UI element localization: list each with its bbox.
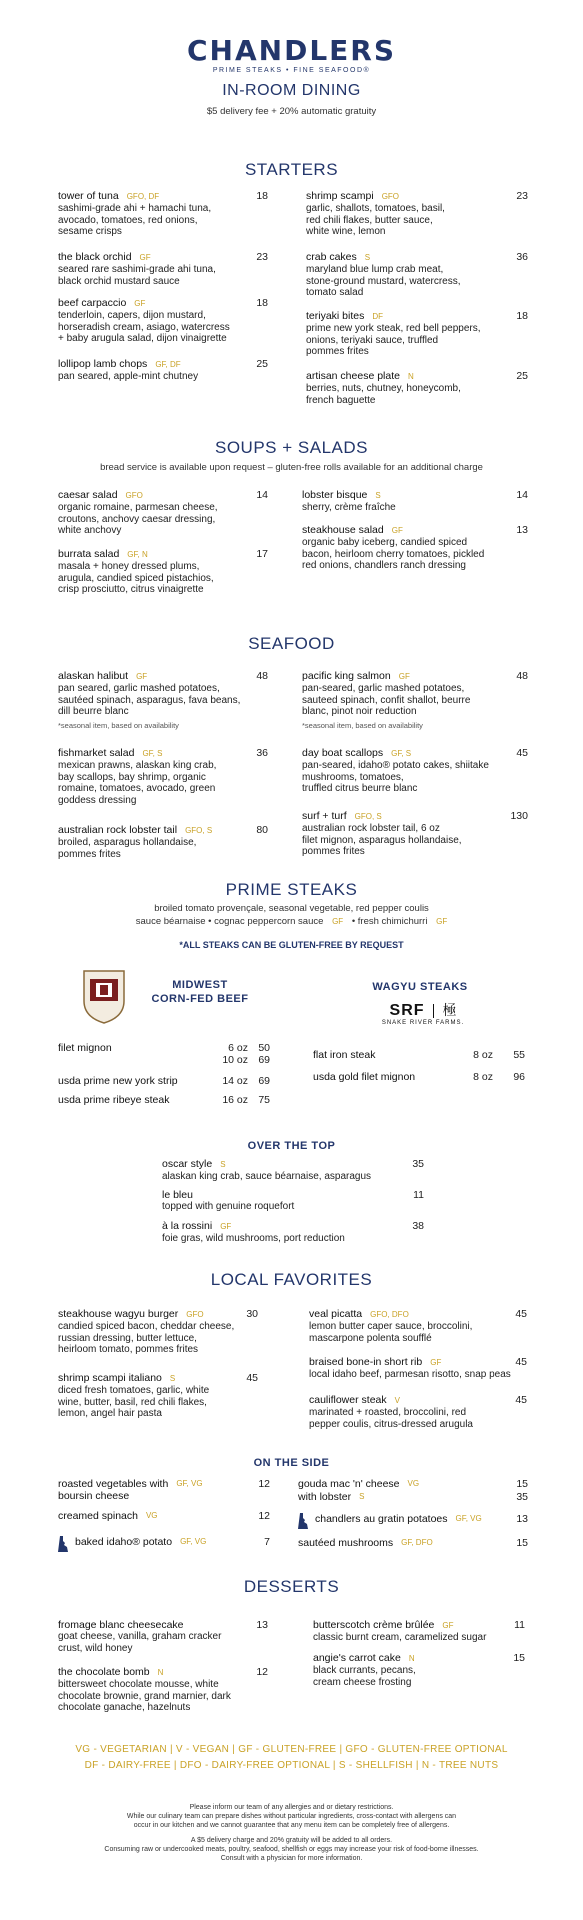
menu-item-description: mexican prawns, alaskan king crab, bay scallops, bay shrimp, organic romaine, tomatoes, avocado, green goddess dressing (58, 760, 217, 806)
menu-item-price: 130 (510, 810, 528, 822)
topping-description: topped with genuine roquefort (162, 1201, 295, 1212)
menu-item-description: organic baby iceberg, candied spiced bacon, heirloom cherry tomatoes, pickled red onions, chandlers ranch dressing (302, 537, 485, 571)
menu-item-description: australian rock lobster tail, 6 oz filet mignon, asparagus hollandaise, pommes frites (302, 823, 462, 857)
topping-item (162, 1158, 424, 1183)
menu-item-description: goat cheese, vanilla, graham cracker crust, wild honey (58, 1631, 222, 1654)
side-price: 7 (264, 1536, 270, 1548)
side-price: 15 (516, 1537, 528, 1549)
footer-line: A $5 delivery charge and 20% gratuity will be added to all orders. (190, 1837, 393, 1844)
menu-item-name: cauliflower steak (309, 1394, 387, 1406)
steak-row (58, 1042, 270, 1068)
dietary-tags: V (394, 1396, 400, 1405)
side-name: chandlers au gratin potatoes (315, 1513, 448, 1525)
topping-item (162, 1220, 424, 1245)
menu-item (58, 251, 268, 287)
menu-item-price: 15 (513, 1652, 525, 1664)
menu-item-header (302, 670, 528, 683)
dietary-tags: GF, DF (155, 360, 181, 369)
menu-item-description: pan-seared, garlic mashed potatoes, sauteed spinach, confit shallot, beurre blanc, pinot noir reduction (302, 683, 471, 717)
sauce-tag: GF (436, 917, 448, 926)
menu-item-header (58, 297, 268, 310)
section-title-over-the-top: OVER THE TOP (247, 1140, 336, 1152)
menu-item-price: 18 (256, 190, 268, 202)
side-price: 12 (258, 1478, 270, 1490)
menu-item-description: berries, nuts, chutney, honeycomb, french baguette (306, 383, 461, 406)
menu-item (309, 1308, 527, 1344)
menu-item-price: 45 (515, 1394, 527, 1406)
dietary-legend-line-2: DF - DAIRY-FREE | DFO - DAIRY-FREE OPTIONAL | S - SHELLFISH | N - TREE NUTS (84, 1760, 499, 1771)
menu-item-header (309, 1356, 527, 1369)
side-item (58, 1536, 270, 1552)
menu-item-description: pan seared, garlic mashed potatoes, sautéed spinach, asparagus, fava beans, dill beurre blanc (58, 683, 241, 717)
menu-item-description: maryland blue lump crab meat, stone-ground mustard, watercress, tomato salad (306, 264, 461, 298)
menu-item (306, 310, 528, 358)
menu-item-header (58, 190, 268, 203)
menu-item-header (313, 1619, 525, 1632)
dietary-tags: GF (442, 1621, 454, 1630)
menu-item-description: prime new york steak, red bell peppers, onions, teriyaki sauce, truffled pommes frites (306, 323, 481, 357)
menu-item-header (306, 370, 528, 383)
menu-item-description: broiled, asparagus hollandaise, pommes frites (58, 837, 197, 860)
menu-item-name: shrimp scampi italiano (58, 1372, 162, 1384)
menu-item (306, 251, 528, 299)
dietary-tags: GFO (186, 1310, 204, 1319)
menu-item-description: classic burnt cream, caramelized sugar (313, 1632, 487, 1643)
menu-item-price: 25 (516, 370, 528, 382)
menu-item-price: 12 (256, 1666, 268, 1678)
dietary-tags: DF (372, 312, 384, 321)
menu-item-name: teriyaki bites (306, 310, 365, 322)
menu-item-name: crab cakes (306, 251, 357, 263)
menu-item (309, 1356, 527, 1381)
menu-item (309, 1394, 527, 1430)
steak-name: filet mignon (58, 1042, 112, 1054)
menu-item-name: fromage blanc cheesecake (58, 1619, 184, 1631)
steak-row (313, 1071, 525, 1097)
menu-item-header (309, 1394, 527, 1407)
steak-size: 6 oz 10 oz (222, 1042, 248, 1066)
side-item (298, 1478, 528, 1490)
menu-item-price: 23 (516, 190, 528, 202)
menu-item-name: shrimp scampi (306, 190, 374, 202)
section-title-local-favorites: LOCAL FAVORITES (210, 1270, 373, 1289)
menu-item-name: caesar salad (58, 489, 118, 501)
side-price: 12 (258, 1510, 270, 1522)
menu-item (306, 190, 528, 238)
sauce-tag: GF (332, 917, 344, 926)
dietary-tags: GFO, S (354, 812, 382, 821)
menu-item (58, 1666, 268, 1714)
menu-item-price: 17 (256, 548, 268, 560)
section-title-starters: STARTERS (244, 160, 339, 179)
menu-item (313, 1652, 525, 1688)
midwest-title: MIDWEST CORN-FED BEEF (151, 979, 249, 1005)
side-item (298, 1537, 528, 1549)
dietary-tags: GF, N (127, 550, 148, 559)
topping-description: foie gras, wild mushrooms, port reduction (162, 1233, 345, 1244)
menu-item-name: lollipop lamb chops (58, 358, 148, 370)
side-name: roasted vegetables with boursin cheese (58, 1478, 169, 1502)
menu-item-description: diced fresh tomatoes, garlic, white wine, butter, basil, red chili flakes, lemon, angel hair pasta (58, 1385, 210, 1419)
footer-line: Consuming raw or undercooked meats, poultry, seafood, shellfish or eggs may increase your risk of food-borne illnesses. (104, 1846, 479, 1853)
side-name: creamed spinach (58, 1510, 138, 1522)
steak-price: 96 (513, 1071, 525, 1083)
menu-item-header (58, 1666, 268, 1679)
dietary-tags: GFO, DFO (370, 1310, 409, 1319)
dietary-tags: S (359, 1492, 365, 1501)
menu-item-description: sashimi-grade ahi + hamachi tuna, avocado, tomatoes, red onions, sesame crisps (58, 203, 212, 237)
wagyu-title: WAGYU STEAKS (372, 981, 468, 993)
menu-item (302, 524, 528, 572)
section-title-steaks: PRIME STEAKS (225, 880, 358, 899)
menu-item-name: lobster bisque (302, 489, 368, 501)
dietary-tags: VG (407, 1479, 420, 1488)
dietary-tags: GFO (125, 491, 143, 500)
seasonal-note: *seasonal item, based on availability (302, 720, 423, 730)
section-title-on-the-side: ON THE SIDE (253, 1457, 330, 1469)
menu-item-name: angie's carrot cake (313, 1652, 401, 1664)
side-name: gouda mac 'n' cheese (298, 1478, 400, 1490)
menu-item-name: pacific king salmon (302, 670, 391, 682)
dietary-tags: S (169, 1374, 176, 1383)
footer-line: occur in our kitchen and we cannot guarantee that any menu item can be completely free of allergens. (133, 1822, 450, 1829)
steak-size: 8 oz (473, 1071, 493, 1083)
menu-item-price: 18 (516, 310, 528, 322)
brand-name: CHANDLERS (186, 34, 397, 67)
dietary-tags: GF, VG (176, 1479, 203, 1488)
menu-item-header (58, 824, 268, 837)
menu-item-description: marinated + roasted, broccolini, red pepper coulis, citrus-dressed arugula (309, 1407, 473, 1430)
menu-item (58, 1619, 268, 1654)
dietary-tags: GF, S (142, 749, 163, 758)
menu-item-header (58, 1308, 258, 1321)
menu-item-header (58, 548, 268, 561)
section-title-desserts: DESSERTS (243, 1577, 340, 1596)
footer-line: Please inform our team of any allergies and or dietary restrictions. (189, 1804, 394, 1811)
delivery-fee: $5 delivery fee + 20% automatic gratuity (206, 106, 377, 117)
menu-item (58, 548, 268, 596)
menu-item-header (306, 251, 528, 264)
topping-header (162, 1158, 424, 1171)
menu-item (58, 1372, 258, 1420)
dietary-tags: VG (145, 1511, 158, 1520)
menu-item-price: 30 (246, 1308, 258, 1320)
menu-item-description: candied spiced bacon, cheddar cheese, russian dressing, butter lettuce, heirloom tomato, pommes frites (58, 1321, 235, 1355)
topping-item (162, 1189, 424, 1213)
idaho-state-icon (298, 1513, 310, 1529)
menu-item (58, 1308, 258, 1356)
menu-item-price: 48 (256, 670, 268, 682)
menu-item (58, 824, 268, 860)
menu-item-price: 80 (256, 824, 268, 836)
menu-item-header (58, 747, 268, 760)
section-title-seafood: SEAFOOD (248, 634, 335, 653)
dietary-tags: GF (430, 1358, 442, 1367)
menu-item (313, 1619, 525, 1644)
steak-size: 16 oz (222, 1094, 248, 1106)
dietary-legend-line-1: VG - VEGETARIAN | V - VEGAN | GF - GLUTEN-FREE | GFO - GLUTEN-FREE OPTIONAL (75, 1744, 508, 1755)
menu-item-price: 14 (516, 489, 528, 501)
menu-item (58, 670, 268, 732)
steak-row (58, 1094, 270, 1120)
dietary-tags: GF, VG (180, 1537, 207, 1546)
dietary-tags: GF, DFO (401, 1538, 433, 1547)
dietary-tags: GFO, DF (126, 192, 160, 201)
steak-name: usda gold filet mignon (313, 1071, 416, 1083)
footer-notes (0, 1803, 583, 1863)
topping-name: oscar style (162, 1158, 213, 1170)
menu-item-name: australian rock lobster tail (58, 824, 178, 836)
topping-price: 38 (412, 1220, 424, 1232)
menu-item (302, 810, 528, 858)
menu-item-name: veal picatta (309, 1308, 363, 1320)
menu-item-name: alaskan halibut (58, 670, 129, 682)
menu-item-description: organic romaine, parmesan cheese, croutons, anchovy caesar dressing, white anchovy (58, 502, 218, 536)
page-title: IN-ROOM DINING (222, 82, 361, 99)
dietary-tags: GFO, S (185, 826, 213, 835)
section-title-soups: SOUPS + SALADS (215, 438, 368, 457)
menu-item-header (302, 489, 528, 502)
menu-item-name: braised bone-in short rib (309, 1356, 423, 1368)
topping-header (162, 1220, 424, 1233)
side-name: baked idaho® potato (75, 1536, 173, 1548)
menu-item-price: 48 (516, 670, 528, 682)
menu-item-price: 45 (246, 1372, 258, 1384)
bread-note: bread service is available upon request – gluten-free rolls available for an additional charge (100, 462, 483, 473)
steak-price: 75 (258, 1094, 270, 1106)
steaks-accompaniments: broiled tomato provençale, seasonal vegetable, red pepper coulis (154, 903, 429, 914)
menu-item (58, 190, 268, 238)
side-price: 13 (516, 1513, 528, 1525)
menu-item-header (302, 524, 528, 537)
menu-item-name: surf + turf (302, 810, 347, 822)
dietary-tags: GF, VG (455, 1514, 482, 1523)
menu-item-name: tower of tuna (58, 190, 119, 202)
menu-item-price: 45 (515, 1356, 527, 1368)
steak-name: flat iron steak (313, 1049, 376, 1061)
menu-item-name: the black orchid (58, 251, 132, 263)
side-item (58, 1478, 270, 1502)
menu-item-description: pan-seared, idaho® potato cakes, shiitake mushrooms, tomatoes, truffled citrus beurre blanc (302, 760, 489, 794)
side-item (298, 1491, 528, 1503)
dietary-tags: GF (134, 299, 146, 308)
menu-item-price: 11 (514, 1619, 525, 1631)
menu-item-description: lemon butter caper sauce, broccolini, mascarpone polenta soufflé (309, 1321, 473, 1344)
steak-price: 69 (258, 1075, 270, 1087)
dietary-tags: S (364, 253, 371, 262)
menu-item-description: tenderloin, capers, dijon mustard, horseradish cream, asiago, watercress + baby arugula salad, dijon vinaigrette (58, 310, 230, 344)
menu-item-description: black currants, pecans, cream cheese frosting (313, 1665, 416, 1688)
menu-item (58, 297, 268, 345)
side-price: 15 (516, 1478, 528, 1490)
side-item (58, 1510, 270, 1522)
menu-item-price: 14 (256, 489, 268, 501)
menu-item-header (302, 747, 528, 760)
menu-item (58, 747, 268, 806)
dietary-tags: GF (220, 1222, 232, 1231)
menu-item-header (58, 1619, 268, 1631)
menu-item-price: 45 (516, 747, 528, 759)
menu-item-header (302, 810, 528, 823)
steak-name: usda prime ribeye steak (58, 1094, 170, 1106)
menu-item-header (58, 670, 268, 683)
side-name: sautéed mushrooms (298, 1537, 394, 1549)
dietary-tags: GF (391, 526, 403, 535)
menu-item-description: garlic, shallots, tomatoes, basil, red chili flakes, butter sauce, white wine, lemon (306, 203, 445, 237)
topping-name: à la rossini (162, 1220, 213, 1232)
menu-item-header (313, 1652, 525, 1665)
menu-item (302, 670, 528, 732)
menu-item-description: seared rare sashimi-grade ahi tuna, black orchid mustard sauce (58, 264, 216, 287)
menu-item-price: 13 (516, 524, 528, 536)
steak-price: 50 69 (258, 1042, 270, 1066)
menu-item-price: 36 (516, 251, 528, 263)
menu-item-name: beef carpaccio (58, 297, 127, 309)
menu-item-header (58, 489, 268, 502)
menu-item-header (58, 358, 268, 371)
topping-price: 11 (413, 1189, 424, 1201)
dietary-tags: GFO (381, 192, 400, 201)
menu-item-name: butterscotch crème brûlée (313, 1619, 435, 1631)
menu-item-description: masala + honey dressed plums, arugula, candied spiced pistachios, crisp prosciutto, citrus vinaigrette (58, 561, 214, 595)
chairmans-reserve-badge (80, 967, 128, 1025)
steak-size: 8 oz (473, 1049, 493, 1061)
steak-price: 55 (513, 1049, 525, 1061)
footer-line: While our culinary team can prepare dishes without particular ingredients, cross-contact with allergens can (126, 1813, 457, 1820)
menu-item-name: the chocolate bomb (58, 1666, 150, 1678)
steaks-sauces: sauce béarnaise • cognac peppercorn sauce GF • fresh chimichurri GF (135, 916, 448, 927)
menu-item-header (58, 251, 268, 264)
gluten-free-note: *ALL STEAKS CAN BE GLUTEN-FREE BY REQUEST (179, 940, 404, 950)
seasonal-note: *seasonal item, based on availability (58, 720, 179, 730)
menu-item-name: artisan cheese plate (306, 370, 400, 382)
menu-item-name: steakhouse wagyu burger (58, 1308, 179, 1320)
topping-price: 35 (412, 1158, 424, 1170)
menu-item-price: 18 (256, 297, 268, 309)
dietary-tags: GF (398, 672, 410, 681)
side-item (298, 1513, 528, 1529)
menu-item-price: 25 (256, 358, 268, 370)
menu-item-price: 36 (256, 747, 268, 759)
menu-item-price: 23 (256, 251, 268, 263)
idaho-state-icon (58, 1536, 70, 1552)
dietary-tags: S (220, 1160, 226, 1169)
menu-item-description: pan seared, apple-mint chutney (58, 371, 199, 382)
menu-item-name: day boat scallops (302, 747, 384, 759)
brand-tagline: PRIME STEAKS • FINE SEAFOOD® (212, 67, 371, 74)
menu-item-header (58, 1372, 258, 1385)
topping-description: alaskan king crab, sauce béarnaise, asparagus (162, 1171, 372, 1182)
menu-item (302, 489, 528, 514)
menu-item-name: fishmarket salad (58, 747, 135, 759)
dietary-tags: N (157, 1668, 164, 1677)
menu-item (302, 747, 528, 795)
menu-item-header (306, 190, 528, 203)
menu-item-price: 45 (515, 1308, 527, 1320)
menu-item (58, 489, 268, 537)
dietary-tags: N (408, 1654, 415, 1663)
menu-item-description: local idaho beef, parmesan risotto, snap peas (309, 1369, 511, 1380)
menu-item-name: steakhouse salad (302, 524, 384, 536)
logo (0, 36, 583, 74)
dietary-tags: N (407, 372, 414, 381)
side-price: 35 (516, 1491, 528, 1503)
menu-item-name: burrata salad (58, 548, 120, 560)
dietary-tags: GF (136, 672, 148, 681)
dietary-tags: GF (139, 253, 151, 262)
srf-logo: SRF 極 SNAKE RIVER FARMS. (381, 1002, 465, 1026)
steak-name: usda prime new york strip (58, 1075, 178, 1087)
topping-name: le bleu (162, 1189, 193, 1201)
footer-line: Consult with a physician for more information. (220, 1855, 363, 1862)
topping-header (162, 1189, 424, 1201)
menu-item (306, 370, 528, 406)
menu-item-price: 13 (256, 1619, 268, 1631)
menu-item-header (306, 310, 528, 323)
dietary-tags: GF, S (391, 749, 412, 758)
menu-item-description: bittersweet chocolate mousse, white chocolate brownie, grand marnier, dark chocolate ganache, hazelnuts (58, 1679, 231, 1713)
menu-item-header (309, 1308, 527, 1321)
steak-size: 14 oz (222, 1075, 248, 1087)
menu-item (58, 358, 268, 383)
side-name: with lobster (298, 1491, 352, 1503)
dietary-tags: S (375, 491, 381, 500)
menu-item-description: sherry, crème fraîche (302, 502, 396, 513)
